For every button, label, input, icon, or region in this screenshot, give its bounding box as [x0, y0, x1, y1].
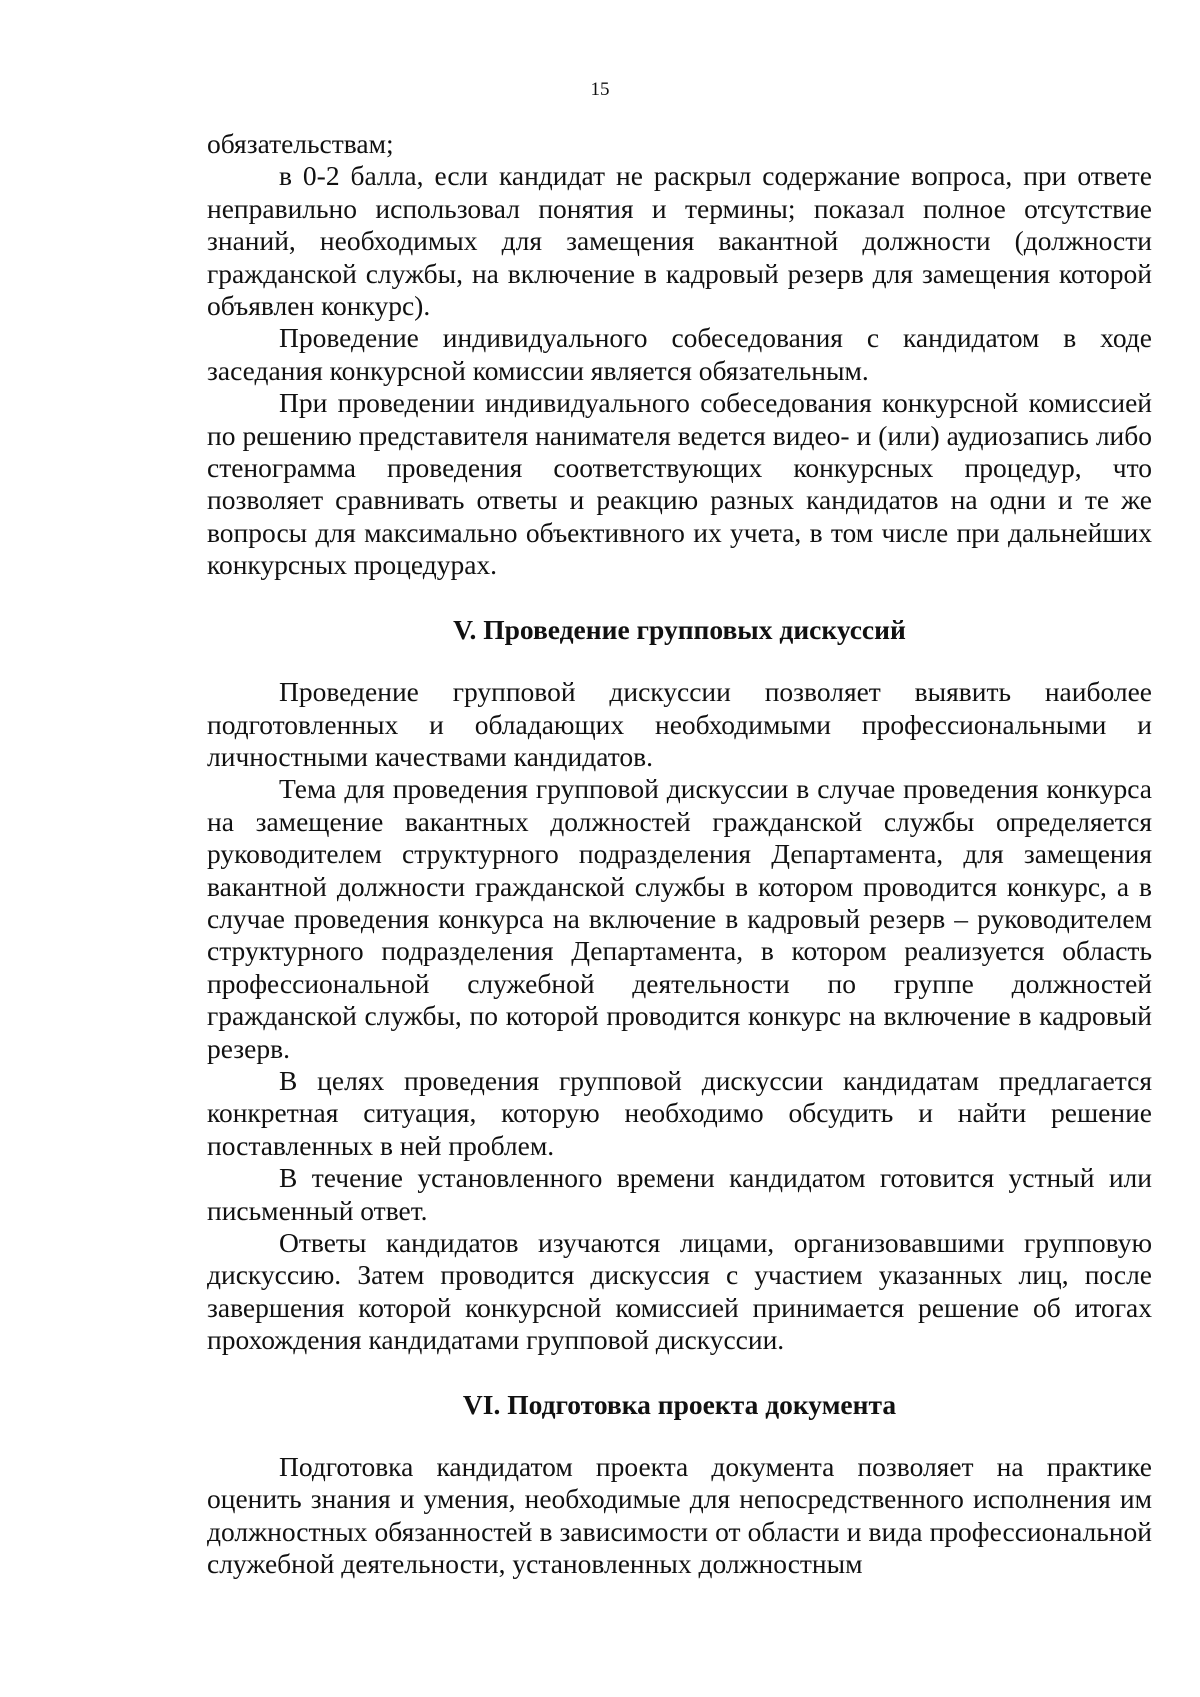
paragraph: Ответы кандидатов изучаются лицами, организовавшими групповую дискуссию. Затем проводится дискуссия с участием указанных лиц, после завершения которой конкурсной комиссией принимается решение об итогах прохождения кандидатами групповой дискуссии.	[207, 1227, 1152, 1356]
section-heading-v: V. Проведение групповых дискуссий	[453, 613, 906, 645]
paragraph: в 0-2 балла, если кандидат не раскрыл содержание вопроса, при ответе неправильно использовал понятия и термины; показал полное отсутствие знаний, необходимых для замещения вакантной должности (должности гражданской службы, на включение в кадровый резерв для замещения которой объявлен конкурс).	[207, 160, 1152, 322]
spacer	[207, 1421, 1152, 1451]
paragraph: Проведение групповой дискуссии позволяет выявить наиболее подготовленных и обладающих необходимыми профессиональными и личностными качествами кандидатов.	[207, 676, 1152, 772]
page-number: 15	[590, 79, 610, 100]
document-body	[207, 128, 1152, 1581]
paragraph: Проведение индивидуального собеседования с кандидатом в ходе заседания конкурсной комиссии является обязательным.	[207, 322, 1152, 386]
spacer	[207, 646, 1152, 676]
paragraph: Подготовка кандидатом проекта документа позволяет на практике оценить знания и умения, необходимые для непосредственного исполнения им должностных обязанностей в зависимости от области и вида профессиональной служебной деятельности, установленных должностным	[207, 1451, 1152, 1580]
spacer	[207, 582, 1152, 614]
paragraph: В течение установленного времени кандидатом готовится устный или письменный ответ.	[207, 1162, 1152, 1226]
paragraph: В целях проведения групповой дискуссии кандидатам предлагается конкретная ситуация, которую необходимо обсудить и найти решение поставленных в ней проблем.	[207, 1064, 1152, 1161]
spacer	[207, 1357, 1152, 1389]
section-heading-vi: VI. Подготовка проекта документа	[462, 1388, 897, 1420]
paragraph: Тема для проведения групповой дискуссии в случае проведения конкурса на замещение вакантных должностей гражданской службы определяется руководителем структурного подразделения Департамента, для замещения вакантной должности гражданской службы в котором проводится конкурс, а в случае проведения конкурса на включение в кадровый резерв – руководителем структурного подразделения Департамента, в котором реализуется область профессиональной служебной деятельности по группе должностей гражданской службы, по которой проводится конкурс на включение в кадровый резерв.	[207, 773, 1152, 1064]
paragraph: обязательствам;	[207, 128, 394, 159]
paragraph: При проведении индивидуального собеседования конкурсной комиссией по решению представителя нанимателя ведется видео- и (или) аудиозапись либо стенограмма проведения соответствующих конкурсных процедур, что позволяет сравнивать ответы и реакцию разных кандидатов на одни и те же вопросы для максимально объективного их учета, в том числе при дальнейших конкурсных процедурах.	[207, 387, 1152, 581]
